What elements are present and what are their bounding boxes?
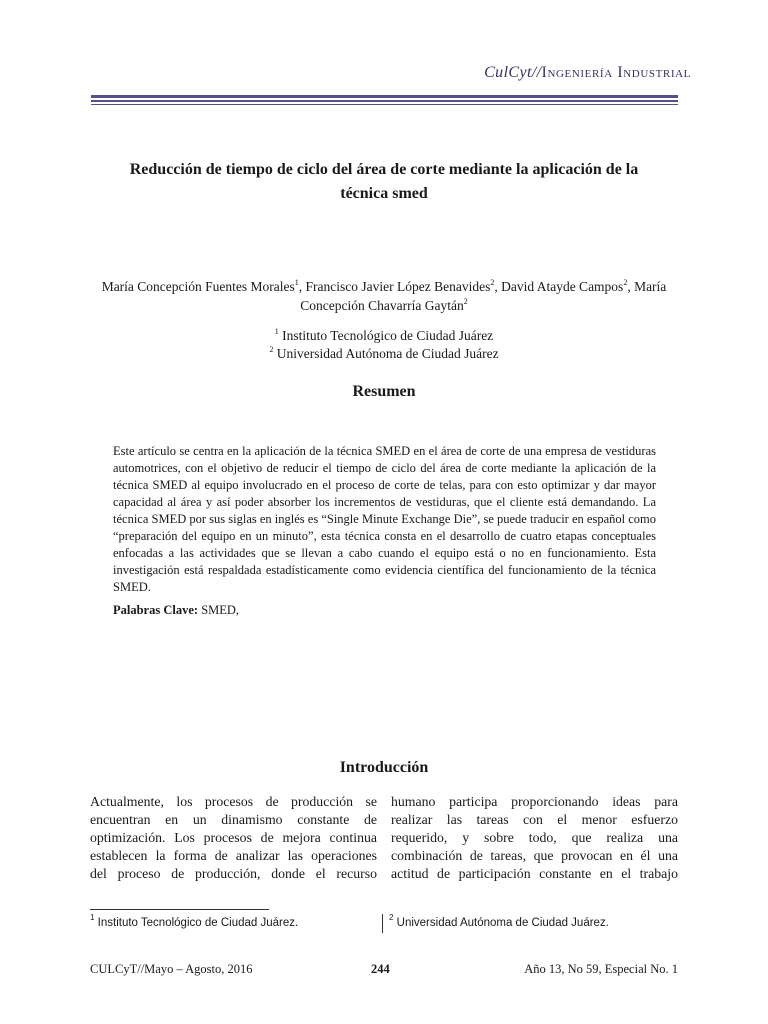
intro-line: optimización. Los procesos de mejora continua — [90, 830, 377, 845]
affiliation-mark: 2 — [269, 345, 274, 354]
abstract-body — [113, 443, 656, 596]
header-rule-1 — [91, 95, 678, 98]
author-name: María Concepción Chavarría Gaytán — [300, 279, 667, 313]
author-name: Francisco Javier López Benavides — [305, 279, 491, 294]
affiliation-text: Instituto Tecnológico de Ciudad Juárez — [282, 328, 494, 343]
intro-line: encuentran en un dinamismo constante de — [90, 812, 377, 827]
affiliation-1 — [88, 327, 680, 345]
abstract-line: investigación está respaldada estadísticamente como evidencia científica del funcionamiento de la técnica — [113, 563, 656, 577]
abstract-line: automotrices, con el objetivo de reducir el tiempo de ciclo del área de corte mediante la aplicación de la — [113, 461, 656, 475]
author-affil-mark: 2 — [490, 278, 495, 287]
abstract-line: SMED. — [113, 580, 151, 594]
keywords-value: SMED, — [201, 603, 240, 617]
intro-line: humano participa proporcionando ideas para — [391, 794, 678, 809]
author-separator: , — [494, 279, 502, 294]
author-affil-mark: 2 — [463, 297, 468, 306]
journal-header — [484, 64, 691, 82]
title-line-2: técnica smed — [340, 185, 428, 202]
keywords — [113, 603, 239, 618]
journal-brand: CulCyt// — [484, 64, 542, 81]
abstract-heading: Resumen — [352, 383, 416, 400]
journal-section: Ingeniería Industrial — [541, 64, 691, 81]
author-affil-mark: 2 — [623, 278, 628, 287]
abstract-line: capacidad al área y así poder absorber los incrementos de vestiduras, que el cliente está demandando. La — [113, 495, 656, 509]
affiliations — [88, 327, 680, 363]
abstract-line: enfocadas a las actividades que se llevan a cabo cuando el equipo está o no en funcionamiento. Esta — [113, 546, 656, 560]
author-list — [88, 277, 680, 315]
keywords-label: Palabras Clave: — [113, 603, 199, 617]
footnote-mark: 1 — [90, 913, 95, 922]
footnote-mark: 2 — [389, 913, 394, 922]
paper-title — [90, 158, 678, 206]
intro-line: realizar las tareas con el menor esfuerzo — [391, 812, 678, 827]
abstract-line: “preparación del equipo en un minuto”, esta técnica consta en el desarrollo de cuatro etapas conceptuales — [113, 529, 656, 543]
intro-column-right — [391, 793, 678, 883]
intro-line: del proceso de producción, donde el recurso — [90, 866, 377, 881]
author-name: María Concepción Fuentes Morales — [101, 279, 295, 294]
footnote-rule — [90, 909, 269, 910]
author-separator: , — [627, 279, 635, 294]
footnote-1 — [90, 913, 299, 929]
intro-line: combinación de tareas, que provocan en él una — [391, 848, 678, 863]
intro-line: actitud de participación constante en el trabajo — [391, 866, 678, 881]
abstract-line: técnica SMED por sus siglas en inglés es “Single Minute Exchange Die”, se puede traducir en español como — [113, 512, 656, 526]
abstract-line: Este artículo se centra en la aplicación de la técnica SMED en el área de corte de una empresa de vestiduras — [113, 444, 656, 458]
affiliation-2 — [88, 345, 680, 363]
author-affil-mark: 1 — [294, 278, 299, 287]
intro-line: Actualmente, los procesos de producción se — [90, 794, 377, 809]
footnote-separator — [382, 914, 383, 933]
footer-volume: Año 13, No 59, Especial No. 1 — [524, 962, 678, 976]
intro-line: establecen la forma de analizar las operaciones — [90, 848, 377, 863]
intro-line: requerido, y sobre todo, que realiza una — [391, 830, 678, 845]
footnote-text: Universidad Autónoma de Ciudad Juárez. — [396, 917, 609, 929]
page-number: 244 — [371, 962, 390, 976]
author-name: David Atayde Campos — [501, 279, 624, 294]
header-rule-2 — [91, 100, 678, 102]
affiliation-mark: 1 — [274, 327, 279, 336]
footnote-2 — [389, 913, 609, 929]
header-rule-3 — [91, 104, 678, 105]
author-separator: , — [298, 279, 306, 294]
footer-journal-issue: CULCyT//Mayo – Agosto, 2016 — [90, 962, 253, 976]
footnote-text: Instituto Tecnológico de Ciudad Juárez. — [97, 917, 299, 929]
abstract-line: técnica SMED al equipo involucrado en el proceso de corte de telas, para con esto optimizar y dar mayor — [113, 478, 656, 492]
affiliation-text: Universidad Autónoma de Ciudad Juárez — [276, 346, 499, 361]
introduction-heading: Introducción — [339, 759, 429, 776]
intro-column-left — [90, 793, 377, 883]
title-line-1: Reducción de tiempo de ciclo del área de corte mediante la aplicación de la — [129, 161, 639, 178]
